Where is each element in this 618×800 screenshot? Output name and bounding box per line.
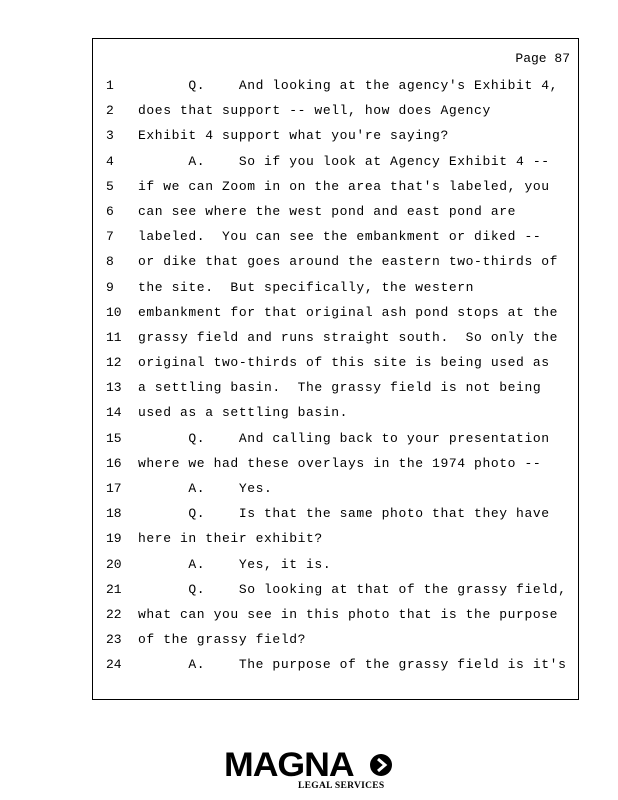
transcript-line	[93, 375, 578, 400]
line-number: 5	[106, 178, 114, 194]
line-number: 16	[106, 455, 122, 471]
line-text: A. Yes.	[138, 481, 273, 496]
line-text: of the grassy field?	[138, 632, 307, 648]
line-text: embankment for that original ash pond stops at the	[138, 304, 559, 320]
line-number: 20	[106, 556, 122, 572]
line-text: or dike that goes around the eastern two-thirds of	[138, 254, 559, 270]
transcript-line	[93, 249, 578, 274]
line-number: 10	[106, 304, 122, 320]
line-text: does that support -- well, how does Agency	[138, 103, 491, 119]
line-number: 22	[106, 606, 122, 622]
transcript-line	[93, 627, 578, 652]
line-number: 17	[106, 481, 122, 496]
transcript-line	[93, 426, 578, 451]
line-text: Q. And looking at the agency's Exhibit 4,	[138, 78, 559, 93]
transcript-line	[93, 577, 578, 602]
line-number: 8	[106, 254, 114, 270]
transcript-line	[93, 602, 578, 627]
transcript-lines	[93, 73, 578, 678]
line-text: if we can Zoom in on the area that's labeled, you	[138, 178, 550, 194]
line-number: 3	[106, 128, 114, 144]
line-number: 18	[106, 506, 122, 522]
logo-subtitle: LEGAL SERVICES	[298, 781, 385, 791]
line-number: 12	[106, 355, 122, 371]
chevron-right-icon	[370, 754, 392, 776]
line-number: 13	[106, 380, 122, 396]
line-text: can see where the west pond and east pond are	[138, 203, 517, 219]
line-text: used as a settling basin.	[138, 405, 349, 421]
transcript-line	[93, 224, 578, 249]
transcript-line	[93, 350, 578, 375]
line-number: 23	[106, 632, 122, 648]
transcript-line	[93, 123, 578, 148]
line-text: A. The purpose of the grassy field is it's	[138, 657, 567, 673]
line-number: 7	[106, 229, 114, 245]
transcript-page	[92, 38, 579, 700]
line-text: Q. So looking at that of the grassy field,	[138, 581, 567, 597]
logo-wordmark: MAGNA	[224, 746, 354, 784]
line-number: 2	[106, 103, 114, 119]
line-number: 6	[106, 203, 114, 219]
transcript-line	[93, 73, 578, 98]
page-number: Page 87	[515, 51, 570, 66]
magna-logo	[224, 748, 396, 792]
line-text: Q. Is that the same photo that they have	[138, 506, 550, 522]
transcript-line	[93, 199, 578, 224]
transcript-line	[93, 149, 578, 174]
line-text: A. So if you look at Agency Exhibit 4 --	[138, 153, 550, 169]
transcript-line	[93, 476, 578, 501]
line-text: the site. But specifically, the western	[138, 279, 475, 295]
line-text: here in their exhibit?	[138, 531, 323, 547]
line-number: 4	[106, 153, 114, 169]
line-number: 21	[106, 581, 122, 597]
line-number: 9	[106, 279, 114, 295]
line-number: 1	[106, 78, 114, 93]
transcript-line	[93, 526, 578, 551]
transcript-line	[93, 98, 578, 123]
transcript-line	[93, 400, 578, 425]
transcript-line	[93, 451, 578, 476]
line-text: a settling basin. The grassy field is not being	[138, 380, 542, 396]
line-text: Exhibit 4 support what you're saying?	[138, 128, 449, 144]
line-number: 19	[106, 531, 122, 547]
line-text: labeled. You can see the embankment or diked --	[138, 229, 542, 245]
line-text: grassy field and runs straight south. So only the	[138, 329, 559, 345]
line-text: what can you see in this photo that is the purpose	[138, 606, 559, 622]
line-number: 24	[106, 657, 122, 673]
line-number: 11	[106, 329, 122, 345]
line-number: 15	[106, 430, 122, 446]
line-text: original two-thirds of this site is being used as	[138, 355, 550, 371]
transcript-line	[93, 552, 578, 577]
line-text: where we had these overlays in the 1974 photo --	[138, 455, 542, 471]
transcript-line	[93, 325, 578, 350]
transcript-line	[93, 300, 578, 325]
transcript-line	[93, 174, 578, 199]
line-number: 14	[106, 405, 122, 421]
line-text: A. Yes, it is.	[138, 556, 332, 572]
transcript-line	[93, 501, 578, 526]
transcript-line	[93, 275, 578, 300]
line-text: Q. And calling back to your presentation	[138, 430, 550, 446]
transcript-line	[93, 652, 578, 677]
